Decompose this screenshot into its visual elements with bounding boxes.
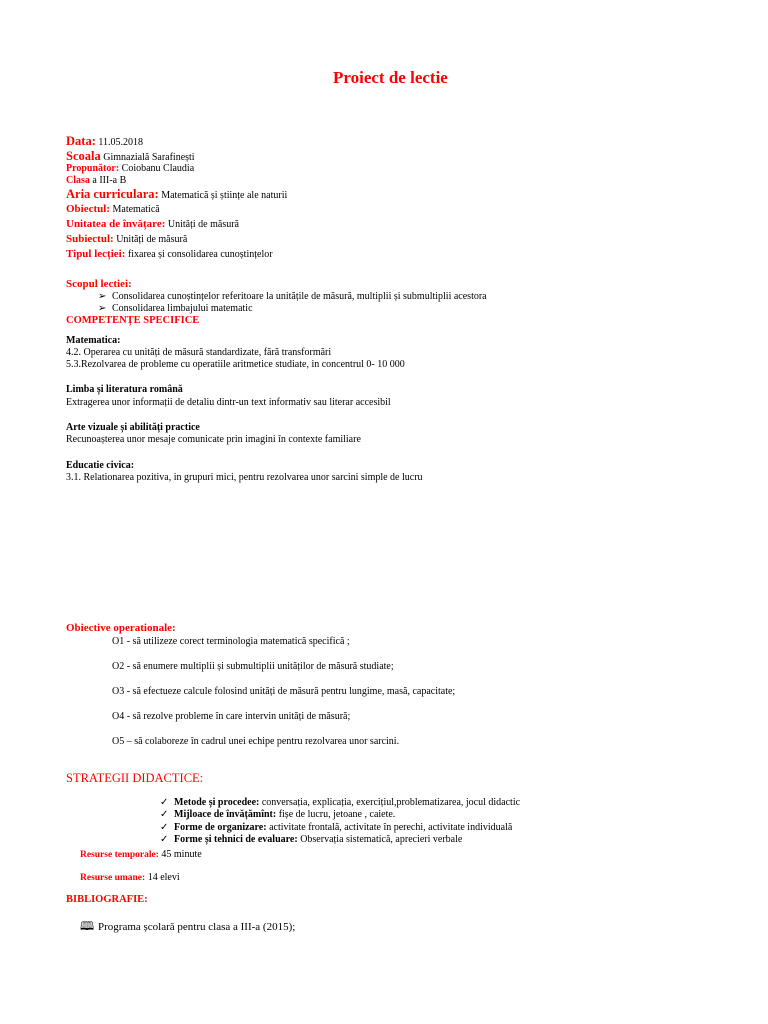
list-item <box>160 822 512 834</box>
scope-item-text: Consolidarea limbajului matematic <box>112 303 253 314</box>
school-label: Scoala <box>66 149 101 163</box>
curricular-area-row <box>66 187 287 202</box>
subject-object-value: Matematică <box>112 204 160 215</box>
strategy-value: Observația sistematică, aprecieri verbale <box>297 834 463 845</box>
competence-line: 4.2. Operarea cu unități de măsură standardizate, fără transformări <box>66 347 332 358</box>
competence-group-heading: Educatie civica: <box>66 460 135 471</box>
topic-value: Unități de măsură <box>116 234 188 245</box>
checkmark-icon: ✓ <box>160 834 169 845</box>
learning-unit-row <box>66 218 239 231</box>
human-resources-value: 14 elevi <box>147 872 180 883</box>
competence-group-heading: Matematica: <box>66 335 121 346</box>
list-item <box>98 303 253 315</box>
lesson-type-value: fixarea și consolidarea cunoștințelor <box>127 249 273 260</box>
arrow-bullet-icon: ➢ <box>98 291 107 302</box>
list-item <box>98 291 487 303</box>
learning-unit-value: Unități de măsură <box>167 219 239 230</box>
human-resources-row <box>80 872 180 884</box>
page-title: Proiect de lectie <box>333 68 448 87</box>
learning-unit-label: Unitatea de învățare: <box>66 218 166 230</box>
date-label: Data: <box>66 134 96 148</box>
strategy-label: Forme de organizare: <box>174 822 267 833</box>
date-row <box>66 134 143 149</box>
book-icon: 🕮 <box>80 919 95 933</box>
bibliography-heading: BIBLIOGRAFIE: <box>66 894 148 905</box>
human-resources-label: Resurse umane: <box>80 873 146 883</box>
competence-group-heading: Limba și literatura română <box>66 384 183 395</box>
proposer-value: Coiobanu Claudia <box>121 163 195 174</box>
objective-item: O3 - să efectueze calcule folosind unități de măsură pentru lungime, masă, capacitate; <box>112 686 456 697</box>
strategy-label: Forme și tehnici de evaluare: <box>174 834 298 845</box>
strategy-label: Mijloace de învățămînt: <box>174 809 277 820</box>
checkmark-icon: ✓ <box>160 797 169 808</box>
school-row <box>66 149 195 164</box>
objective-item: O4 - să rezolve probleme în care intervin unități de măsură; <box>112 711 351 722</box>
proposer-row <box>66 163 194 175</box>
bibliography-item-text: Programa școlară pentru clasa a III-a (2015); <box>98 921 296 933</box>
list-item <box>160 797 520 809</box>
checkmark-icon: ✓ <box>160 809 169 820</box>
class-value: a III-a B <box>92 175 127 186</box>
proposer-label: Propunător: <box>66 163 120 174</box>
arrow-bullet-icon: ➢ <box>98 303 107 314</box>
curricular-area-label: Aria curriculara: <box>66 187 159 201</box>
list-item <box>80 920 295 933</box>
time-resources-value: 45 minute <box>161 849 202 860</box>
lesson-type-row <box>66 248 273 261</box>
lesson-type-label: Tipul lecției: <box>66 248 126 260</box>
strategy-value: conversația, explicația, exercițiul,problematizarea, jocul didactic <box>259 797 521 808</box>
strategy-label: Metode și procedee: <box>174 797 260 808</box>
objectives-heading: Obiective operationale: <box>66 622 176 634</box>
date-value: 11.05.2018 <box>98 137 143 148</box>
competences-heading: COMPETENȚE SPECIFICE <box>66 315 200 326</box>
school-value: Gimnazială Sarafinești <box>103 152 195 163</box>
competence-line: 5.3.Rezolvarea de probleme cu operatiile aritmetice studiate, in concentrul 0- 10 000 <box>66 359 405 370</box>
objective-item: O1 - să utilizeze corect terminologia matematică specifică ; <box>112 636 350 647</box>
strategy-value: activitate frontală, activitate în perechi, activitate individuală <box>266 822 513 833</box>
lesson-scope-heading: Scopul lectiei: <box>66 278 132 290</box>
list-item <box>160 834 462 846</box>
class-row <box>66 175 126 187</box>
class-label: Clasa <box>66 175 90 186</box>
time-resources-label: Resurse temporale: <box>80 850 159 860</box>
scope-item-text: Consolidarea cunoștințelor referitoare la unitățile de măsură, multiplii și submultiplii acestora <box>112 291 487 302</box>
subject-object-row <box>66 203 160 216</box>
time-resources-row <box>80 849 202 861</box>
checkmark-icon: ✓ <box>160 822 169 833</box>
topic-label: Subiectul: <box>66 233 114 245</box>
subject-object-label: Obiectul: <box>66 203 110 215</box>
competence-group-heading: Arte vizuale și abilități practice <box>66 422 200 433</box>
topic-row <box>66 233 187 246</box>
strategy-value: fișe de lucru, jetoane , caiete. <box>276 809 396 820</box>
competence-line: Recunoașterea unor mesaje comunicate prin imagini în contexte familiare <box>66 434 361 445</box>
objective-item: O2 - să enumere multiplii și submultiplii unităților de măsură studiate; <box>112 661 394 672</box>
strategies-heading: STRATEGII DIDACTICE: <box>66 771 204 785</box>
list-item <box>160 809 395 821</box>
competence-line: Extragerea unor informații de detaliu dintr-un text informativ sau literar accesibil <box>66 397 391 408</box>
objective-item: O5 – să colaboreze în cadrul unei echipe pentru rezolvarea unor sarcini. <box>112 736 400 747</box>
competence-line: 3.1. Relationarea pozitiva, in grupuri mici, pentru rezolvarea unor sarcini simple de lucru <box>66 472 423 483</box>
curricular-area-value: Matematică și științe ale naturii <box>161 190 288 201</box>
